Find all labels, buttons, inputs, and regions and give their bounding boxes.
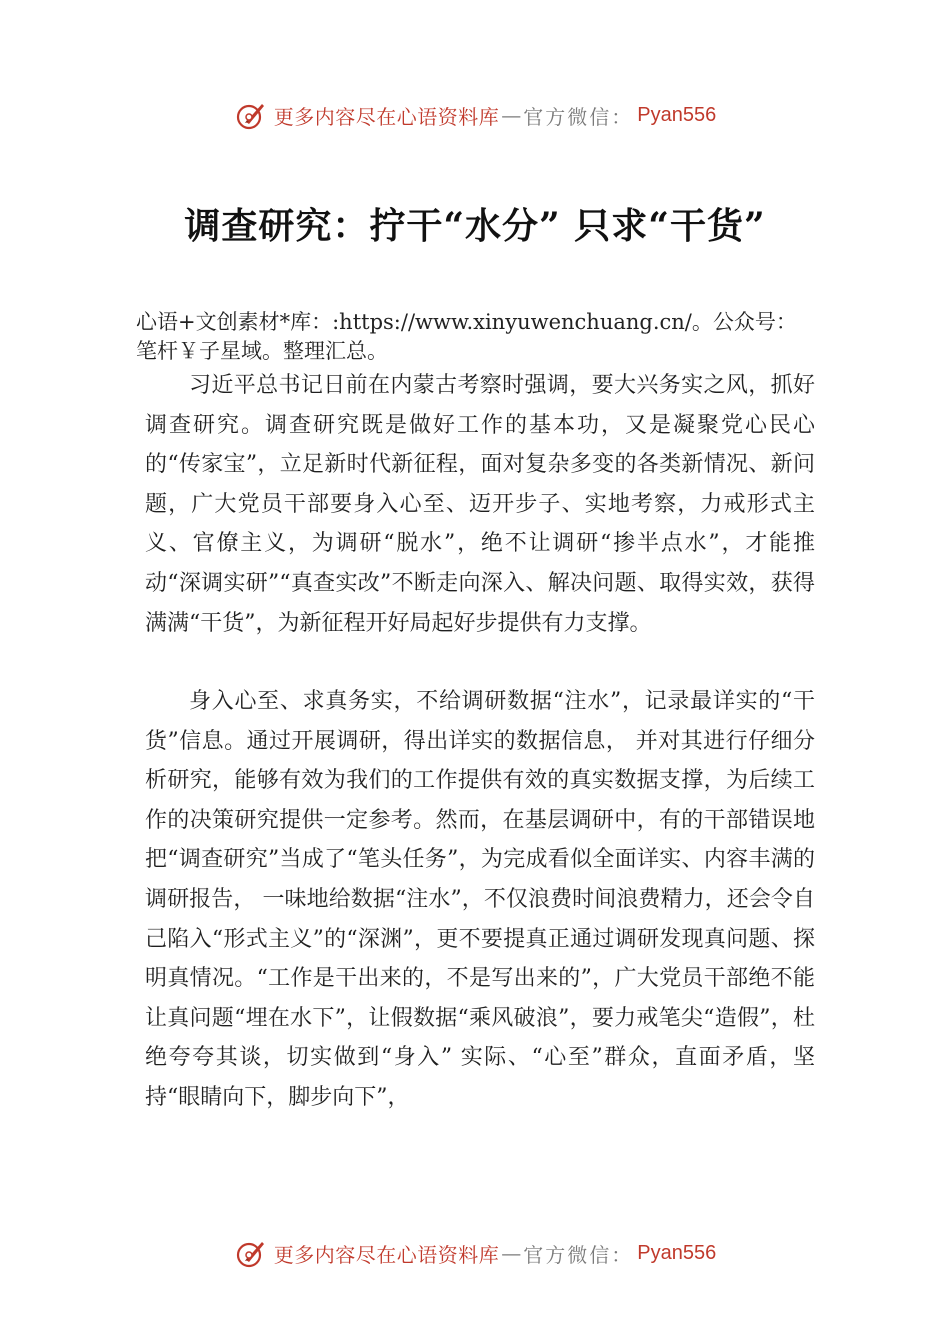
body-paragraph-1-wrapper [145,366,815,643]
quill-pen-circle-icon [234,1236,268,1270]
footer-banner [0,1233,950,1273]
banner-text: 更多内容尽在心语资料库 [273,1242,500,1267]
banner-separator: — [501,1241,522,1265]
banner-text: 更多内容尽在心语资料库 [273,104,500,129]
header-banner [0,95,950,135]
source-line: 心语+文创素材*库：:https://www.xinyuwenchuang.cn/。公众号：笔杆￥子星域。整理汇总。 [136,310,797,363]
banner-label: 官方微信： [523,1242,634,1267]
banner-separator: — [501,103,522,127]
quill-pen-circle-icon [234,98,268,132]
body-paragraph: 身入心至、求真务实，不给调研数据“注水”，记录最详实的“干货”信息。通过开展调研，得出详实的数据信息， 并对其进行仔细分析研究，能够有效为我们的工作提供有效的真实数据支撑，为后续工作的决策研究提供一定参考。然而，在基层调研中，有的干部错误地把“调查研究”当成了“笔头任务”，为完成看似全面详实、内容丰满的调研报告， 一味地给数据“注水”，不仅浪费时间浪费精力，还会令自己陷入“形式主义”的“深渊”，更不要提真正通过调研发现真问题、探明真情况。“工作是干出来的，不是写出来的”，广大党员干部绝不能让真问题“埋在水下”，让假数据“乘风破浪”，要力戒笔尖“造假”，杜绝夸夸其谈，切实做到“身入” 实际、“心至”群众，直面矛盾，坚持“眼睛向下，脚步向下”， [145,689,815,1110]
banner-label: 官方微信： [523,104,634,129]
banner-wechat-id: Pyan556 [637,1241,717,1264]
document-title: 调查研究：拧干“水分” 只求“干货” [184,205,766,247]
body-paragraph-2-wrapper [145,682,815,1118]
body-paragraph: 习近平总书记日前在内蒙古考察时强调，要大兴务实之风，抓好调查研究。调查研究既是做好工作的基本功，又是凝聚党心民心的“传家宝”，立足新时代新征程，面对复杂多变的各类新情况、新问题，广大党员干部要身入心至、迈开步子、实地考察，力戒形式主义、官僚主义，为调研“脱水”，绝不让调研“掺半点水”，才能推动“深调实研”“真查实改”不断走向深入、解决问题、取得实效，获得满满“干货”，为新征程开好局起好步提供有力支撑。 [145,373,815,636]
banner-wechat-id: Pyan556 [637,103,717,126]
